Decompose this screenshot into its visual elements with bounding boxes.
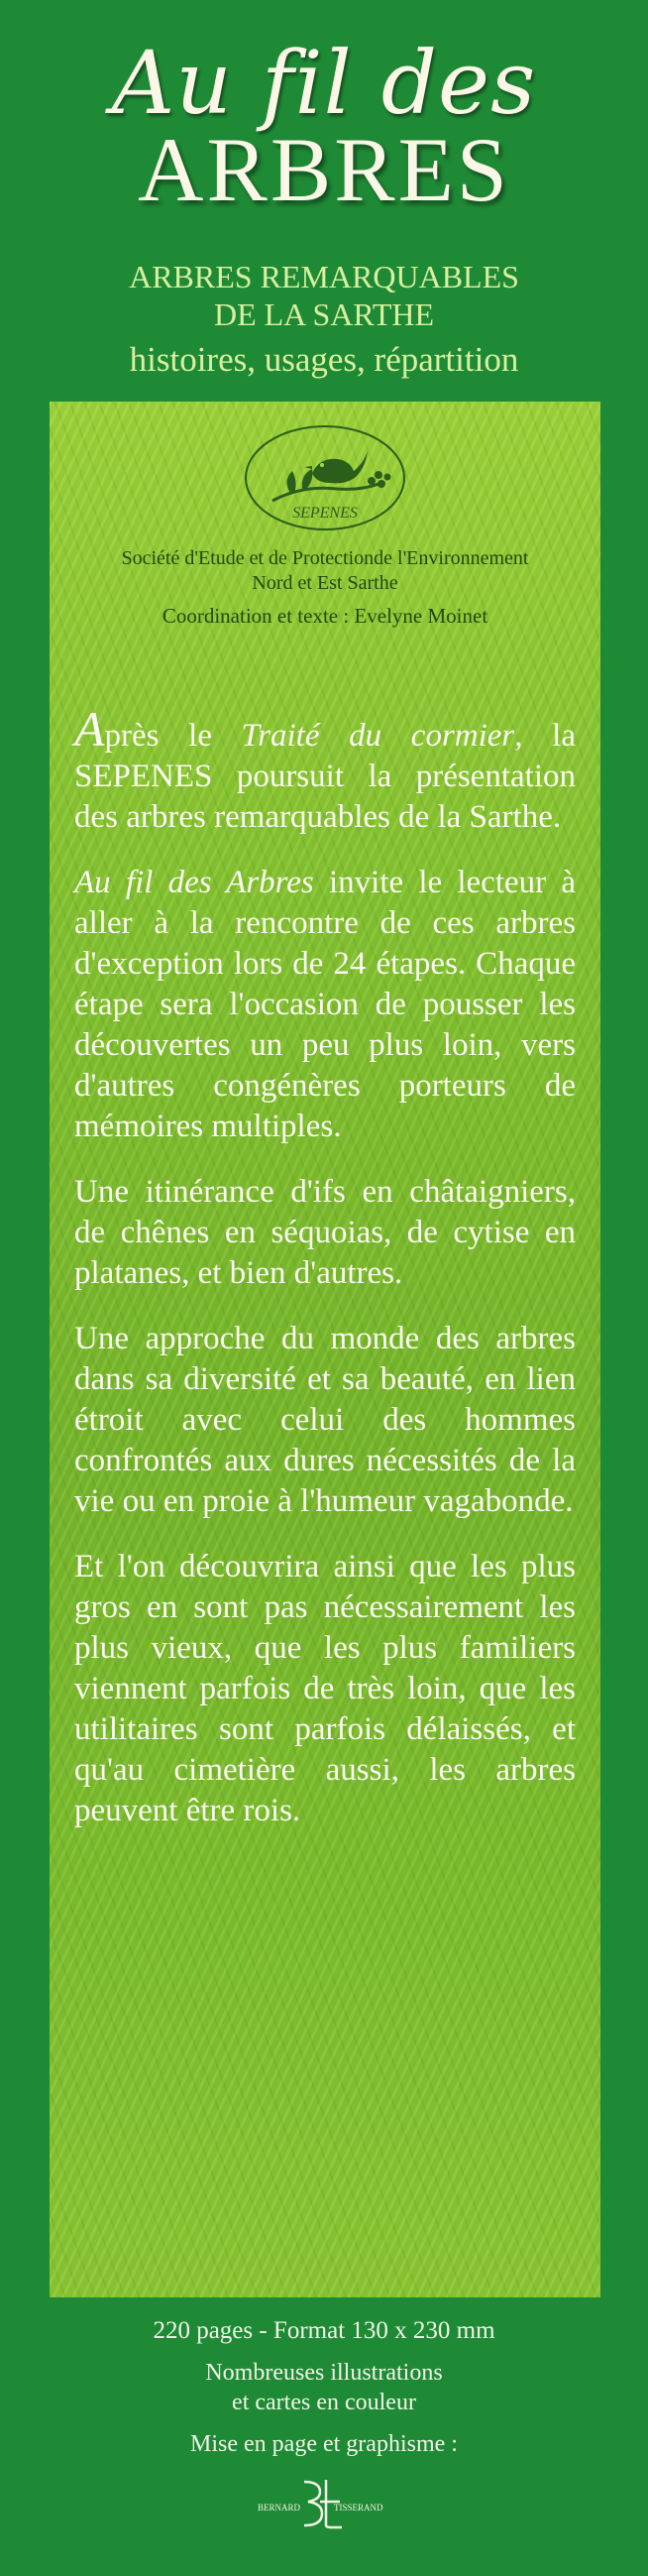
body-text <box>74 701 576 1856</box>
tagline: histoires, usages, répartition <box>129 340 519 379</box>
publisher-left: BERNARD <box>257 2503 300 2513</box>
title-main: ARBRES <box>138 119 510 220</box>
layout-credit: Mise en page et graphisme : <box>190 2431 458 2457</box>
p1-italic-title: Traité du cormier <box>241 718 515 754</box>
subtitle-line2: DE LA SARTHE <box>213 296 435 332</box>
illustrations-line1: Nombreuses illustrations <box>205 2360 443 2386</box>
org-line2: Nord et Est Sarthe <box>252 572 398 594</box>
paragraph-5: Et l'on découvrira ainsi que les plus gros en sont pas nécessairement les plus vieux, que les plus familiers viennent parfois de très loin, que les utilitaires sont parfois délaissés, et qu'au cimetière aussi, les arbres peuvent être rois. <box>74 1549 576 1828</box>
paragraph-2 <box>74 863 576 1147</box>
publisher-logo-icon <box>243 2474 405 2533</box>
paragraph-1 <box>74 701 576 838</box>
format-info: 220 pages - Format 130 x 230 mm <box>153 2317 495 2344</box>
p1-text-b: , la SEPENES poursuit la présentation des arbres remarquables de la Sarthe. <box>74 718 576 835</box>
paragraph-3: Une itinérance d'ifs en châtaigniers, de chênes en séquoias, de cytise en platanes, et bien d'autres. <box>74 1174 576 1291</box>
drop-cap: A <box>74 701 105 757</box>
p1-text-a: près le <box>104 718 242 754</box>
illustrations-line2: et cartes en couleur <box>232 2390 416 2415</box>
paragraph-4: Une approche du monde des arbres dans sa diversité et sa beauté, en lien étroit avec celui des hommes confrontés aux dures nécessités de la vie ou en proie à l'humeur vagabonde. <box>74 1321 576 1519</box>
header <box>0 0 648 397</box>
coordination-credit: Coordination et texte : Evelyne Moinet <box>162 604 488 628</box>
p2-italic-title: Au fil des Arbres <box>74 865 314 900</box>
title-script: Au fil des <box>111 32 537 134</box>
subtitle-line1: ARBRES REMARQUABLES <box>129 259 519 294</box>
sepenes-bird-logo-icon <box>243 423 407 532</box>
publisher-right: TISSERAND <box>334 2503 383 2513</box>
organisation-name <box>50 546 600 596</box>
subtitle <box>0 258 648 333</box>
logo-text: SEPENES <box>292 505 358 522</box>
org-line1: Société d'Etude et de Protectionde l'Environnement <box>121 547 529 569</box>
p2-text: invite le lecteur à aller à la rencontre de ces arbres d'exception lors de 24 étapes. Chaque étape sera l'occasion de pousser les découvertes un peu plus loin, vers d'autres congénères porteurs de mémoires multiples. <box>74 865 576 1144</box>
content-panel <box>50 402 600 2297</box>
